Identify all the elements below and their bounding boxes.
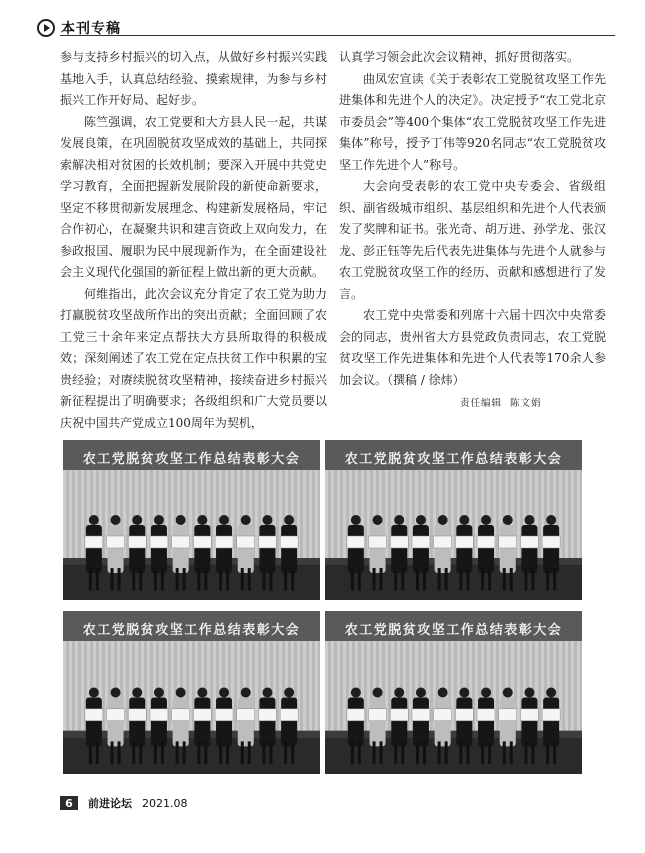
ceremony-photo [63, 440, 320, 600]
journal-name: 前进论坛 [88, 797, 132, 810]
paragraph: 农工党中央常委和列席十六届十四次中央常委会的同志，贵州省大方县党政负责同志，农工党脱贫攻坚工作先进集体和先进个人代表等170余人参加会议。（撰稿 / 徐炜） [339, 308, 606, 387]
paragraph: 曲凤宏宣读《关于表彰农工党脱贫攻坚工作先进集体和先进个人的决定》。决定授予“农工党北京市委员会”等400个集体“农工党脱贫攻坚工作先进集体”称号，授予丁伟等920名同志“农工党脱贫攻坚工作先进个人”称号。 [339, 71, 606, 172]
paragraph: 陈竺强调，农工党要和大方县人民一起，共谋发展良策，在巩固脱贫攻坚成效的基础上，共同探索解决相对贫困的长效机制；要深入开展中共党史学习教育，全面把握新发展阶段的新使命新要求，坚定不移贯彻新发展理念、构建新发展格局，牢记合作初心，在凝聚共识和建言资政上双向发力，在参政报国、履职为民中展现新作为，在全面建设社会主义现代化强国的新征程上做出新的更大贡献。 [60, 114, 327, 279]
article-left-column [60, 47, 327, 434]
photo-banner-text: 农工党脱贫攻坚工作总结表彰大会 [344, 452, 563, 467]
page-number: 6 [60, 796, 78, 810]
ceremony-photo [325, 611, 582, 774]
photo-banner-text: 农工党脱贫攻坚工作总结表彰大会 [344, 623, 563, 638]
editor-credit [460, 395, 542, 409]
header-divider [60, 35, 615, 36]
editor-name: 陈文娟 [510, 398, 542, 409]
photo-banner-text: 农工党脱贫攻坚工作总结表彰大会 [82, 452, 301, 467]
editor-label: 责任编辑 [460, 398, 503, 409]
section-title: 本刊专稿 [61, 21, 121, 37]
paragraph: 参与支持乡村振兴的切入点，从做好乡村振兴实践基地入手，认真总结经验、摸索规律，为参与乡村振兴工作开好局、起好步。 [60, 50, 327, 107]
paragraph: 何维指出，此次会议充分肯定了农工党为助力打赢脱贫攻坚战所作出的突出贡献；全面回顾了农工党三十余年来定点帮扶大方县所取得的积极成效；深刻阐述了农工党在定点扶贫工作中积累的宝贵经验；对赓续脱贫攻坚精神，接续奋进乡村振兴新征程提出了明确要求；各级组织和广大党员要以庆祝中国共产党成立100周年为契机， [60, 286, 327, 430]
issue-number: 2021.08 [142, 796, 188, 810]
paragraph: 大会向受表彰的农工党中央专委会、省级组织、副省级城市组织、基层组织和先进个人代表颁发了奖牌和证书。张光奇、胡万进、孙学龙、张汉龙、彭正钰等先后代表先进集体与先进个人就参与农工党脱贫攻坚工作的经历、贡献和感想进行了发言。 [339, 179, 606, 301]
paragraph: 认真学习领会此次会议精神，抓好贯彻落实。 [339, 50, 580, 64]
ceremony-photo [63, 611, 320, 774]
page-footer [60, 795, 188, 811]
photo-banner-text: 农工党脱贫攻坚工作总结表彰大会 [82, 623, 301, 638]
ceremony-photo [325, 440, 582, 600]
play-circle-icon [37, 19, 55, 37]
article-right-column [339, 47, 606, 391]
